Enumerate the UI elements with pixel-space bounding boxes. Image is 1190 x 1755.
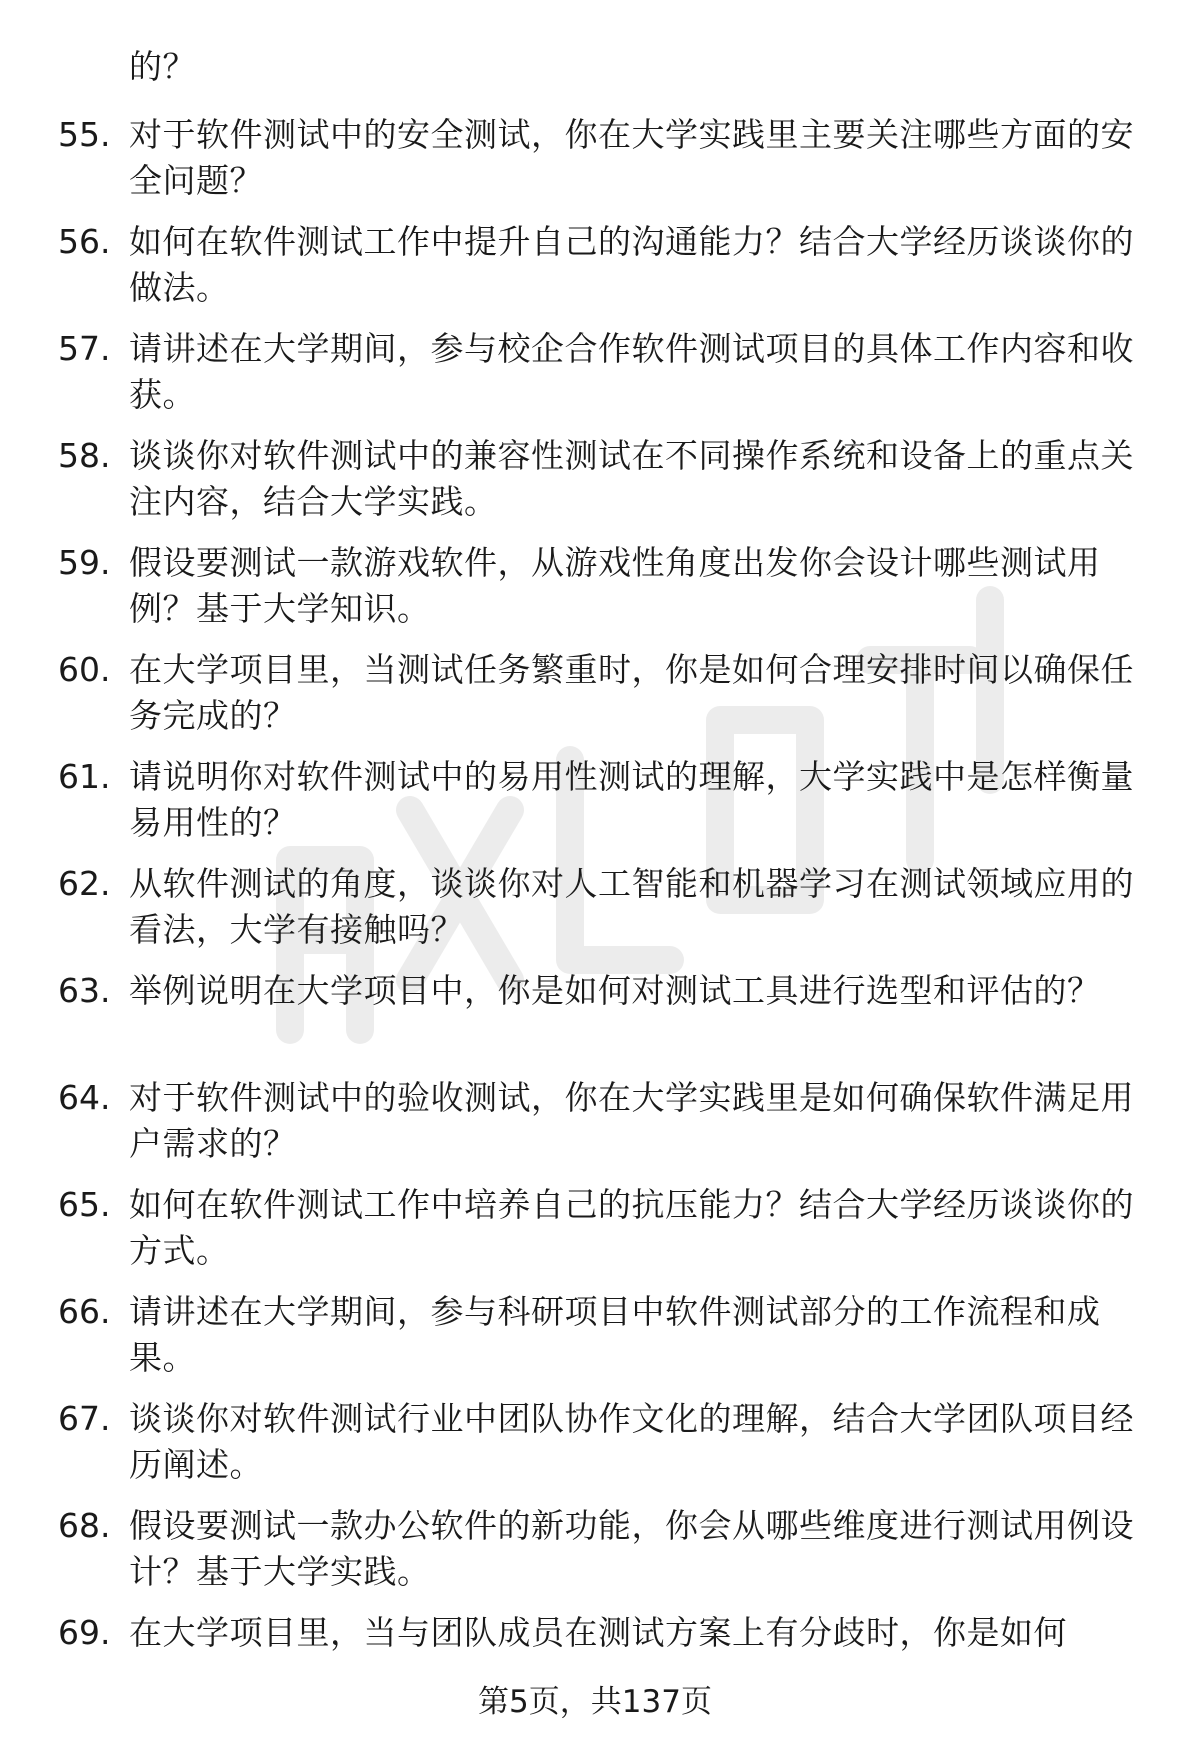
continued-question-text: 的？ — [129, 47, 196, 86]
list-item — [0, 1396, 1190, 1503]
list-item — [0, 326, 1190, 433]
question-number: 65. — [58, 1185, 111, 1224]
page-number-footer: 第5页，共137页 — [478, 1684, 712, 1720]
list-item — [0, 861, 1190, 968]
question-number: 63. — [58, 971, 111, 1010]
list-item — [0, 219, 1190, 326]
list-item — [0, 647, 1190, 754]
list-item — [0, 1075, 1190, 1182]
list-item — [0, 1503, 1190, 1610]
question-list — [0, 112, 1190, 1717]
list-item — [0, 1182, 1190, 1289]
list-item — [0, 112, 1190, 219]
question-number: 57. — [58, 329, 111, 368]
question-number: 64. — [58, 1078, 111, 1117]
question-text: 请说明你对软件测试中的易用性测试的理解，大学实践中是怎样衡量易用性的？ — [129, 757, 1134, 842]
question-text: 谈谈你对软件测试中的兼容性测试在不同操作系统和设备上的重点关注内容，结合大学实践。 — [129, 436, 1134, 521]
list-item — [0, 1289, 1190, 1396]
question-number: 58. — [58, 436, 111, 475]
question-text: 如何在软件测试工作中提升自己的沟通能力？结合大学经历谈谈你的做法。 — [129, 222, 1134, 307]
question-number: 62. — [58, 864, 111, 903]
question-text: 在大学项目里，当测试任务繁重时，你是如何合理安排时间以确保任务完成的？ — [129, 650, 1134, 735]
question-number: 60. — [58, 650, 111, 689]
question-text: 对于软件测试中的验收测试，你在大学实践里是如何确保软件满足用户需求的？ — [129, 1078, 1134, 1163]
question-text: 请讲述在大学期间，参与科研项目中软件测试部分的工作流程和成果。 — [129, 1292, 1101, 1377]
list-item — [0, 540, 1190, 647]
question-number: 55. — [58, 115, 111, 154]
question-text: 假设要测试一款游戏软件，从游戏性角度出发你会设计哪些测试用例？基于大学知识。 — [129, 543, 1101, 628]
question-text: 如何在软件测试工作中培养自己的抗压能力？结合大学经历谈谈你的方式。 — [129, 1185, 1134, 1270]
question-number: 59. — [58, 543, 111, 582]
question-number: 56. — [58, 222, 111, 261]
list-item — [0, 968, 1190, 1075]
list-item — [0, 754, 1190, 861]
question-number: 68. — [58, 1506, 111, 1545]
question-text: 谈谈你对软件测试行业中团队协作文化的理解，结合大学团队项目经历阐述。 — [129, 1399, 1134, 1484]
question-text: 在大学项目里，当与团队成员在测试方案上有分歧时，你是如何 — [129, 1613, 1067, 1652]
question-number: 61. — [58, 757, 111, 796]
question-number: 67. — [58, 1399, 111, 1438]
question-number: 69. — [58, 1613, 111, 1652]
question-text: 对于软件测试中的安全测试，你在大学实践里主要关注哪些方面的安全问题？ — [129, 115, 1134, 200]
list-item — [0, 433, 1190, 540]
question-text: 举例说明在大学项目中，你是如何对测试工具进行选型和评估的？ — [129, 971, 1101, 1010]
question-number: 66. — [58, 1292, 111, 1331]
question-text: 从软件测试的角度，谈谈你对人工智能和机器学习在测试领域应用的看法，大学有接触吗？ — [129, 864, 1134, 949]
question-text: 假设要测试一款办公软件的新功能，你会从哪些维度进行测试用例设计？基于大学实践。 — [129, 1506, 1134, 1591]
question-text: 请讲述在大学期间，参与校企合作软件测试项目的具体工作内容和收获。 — [129, 329, 1134, 414]
